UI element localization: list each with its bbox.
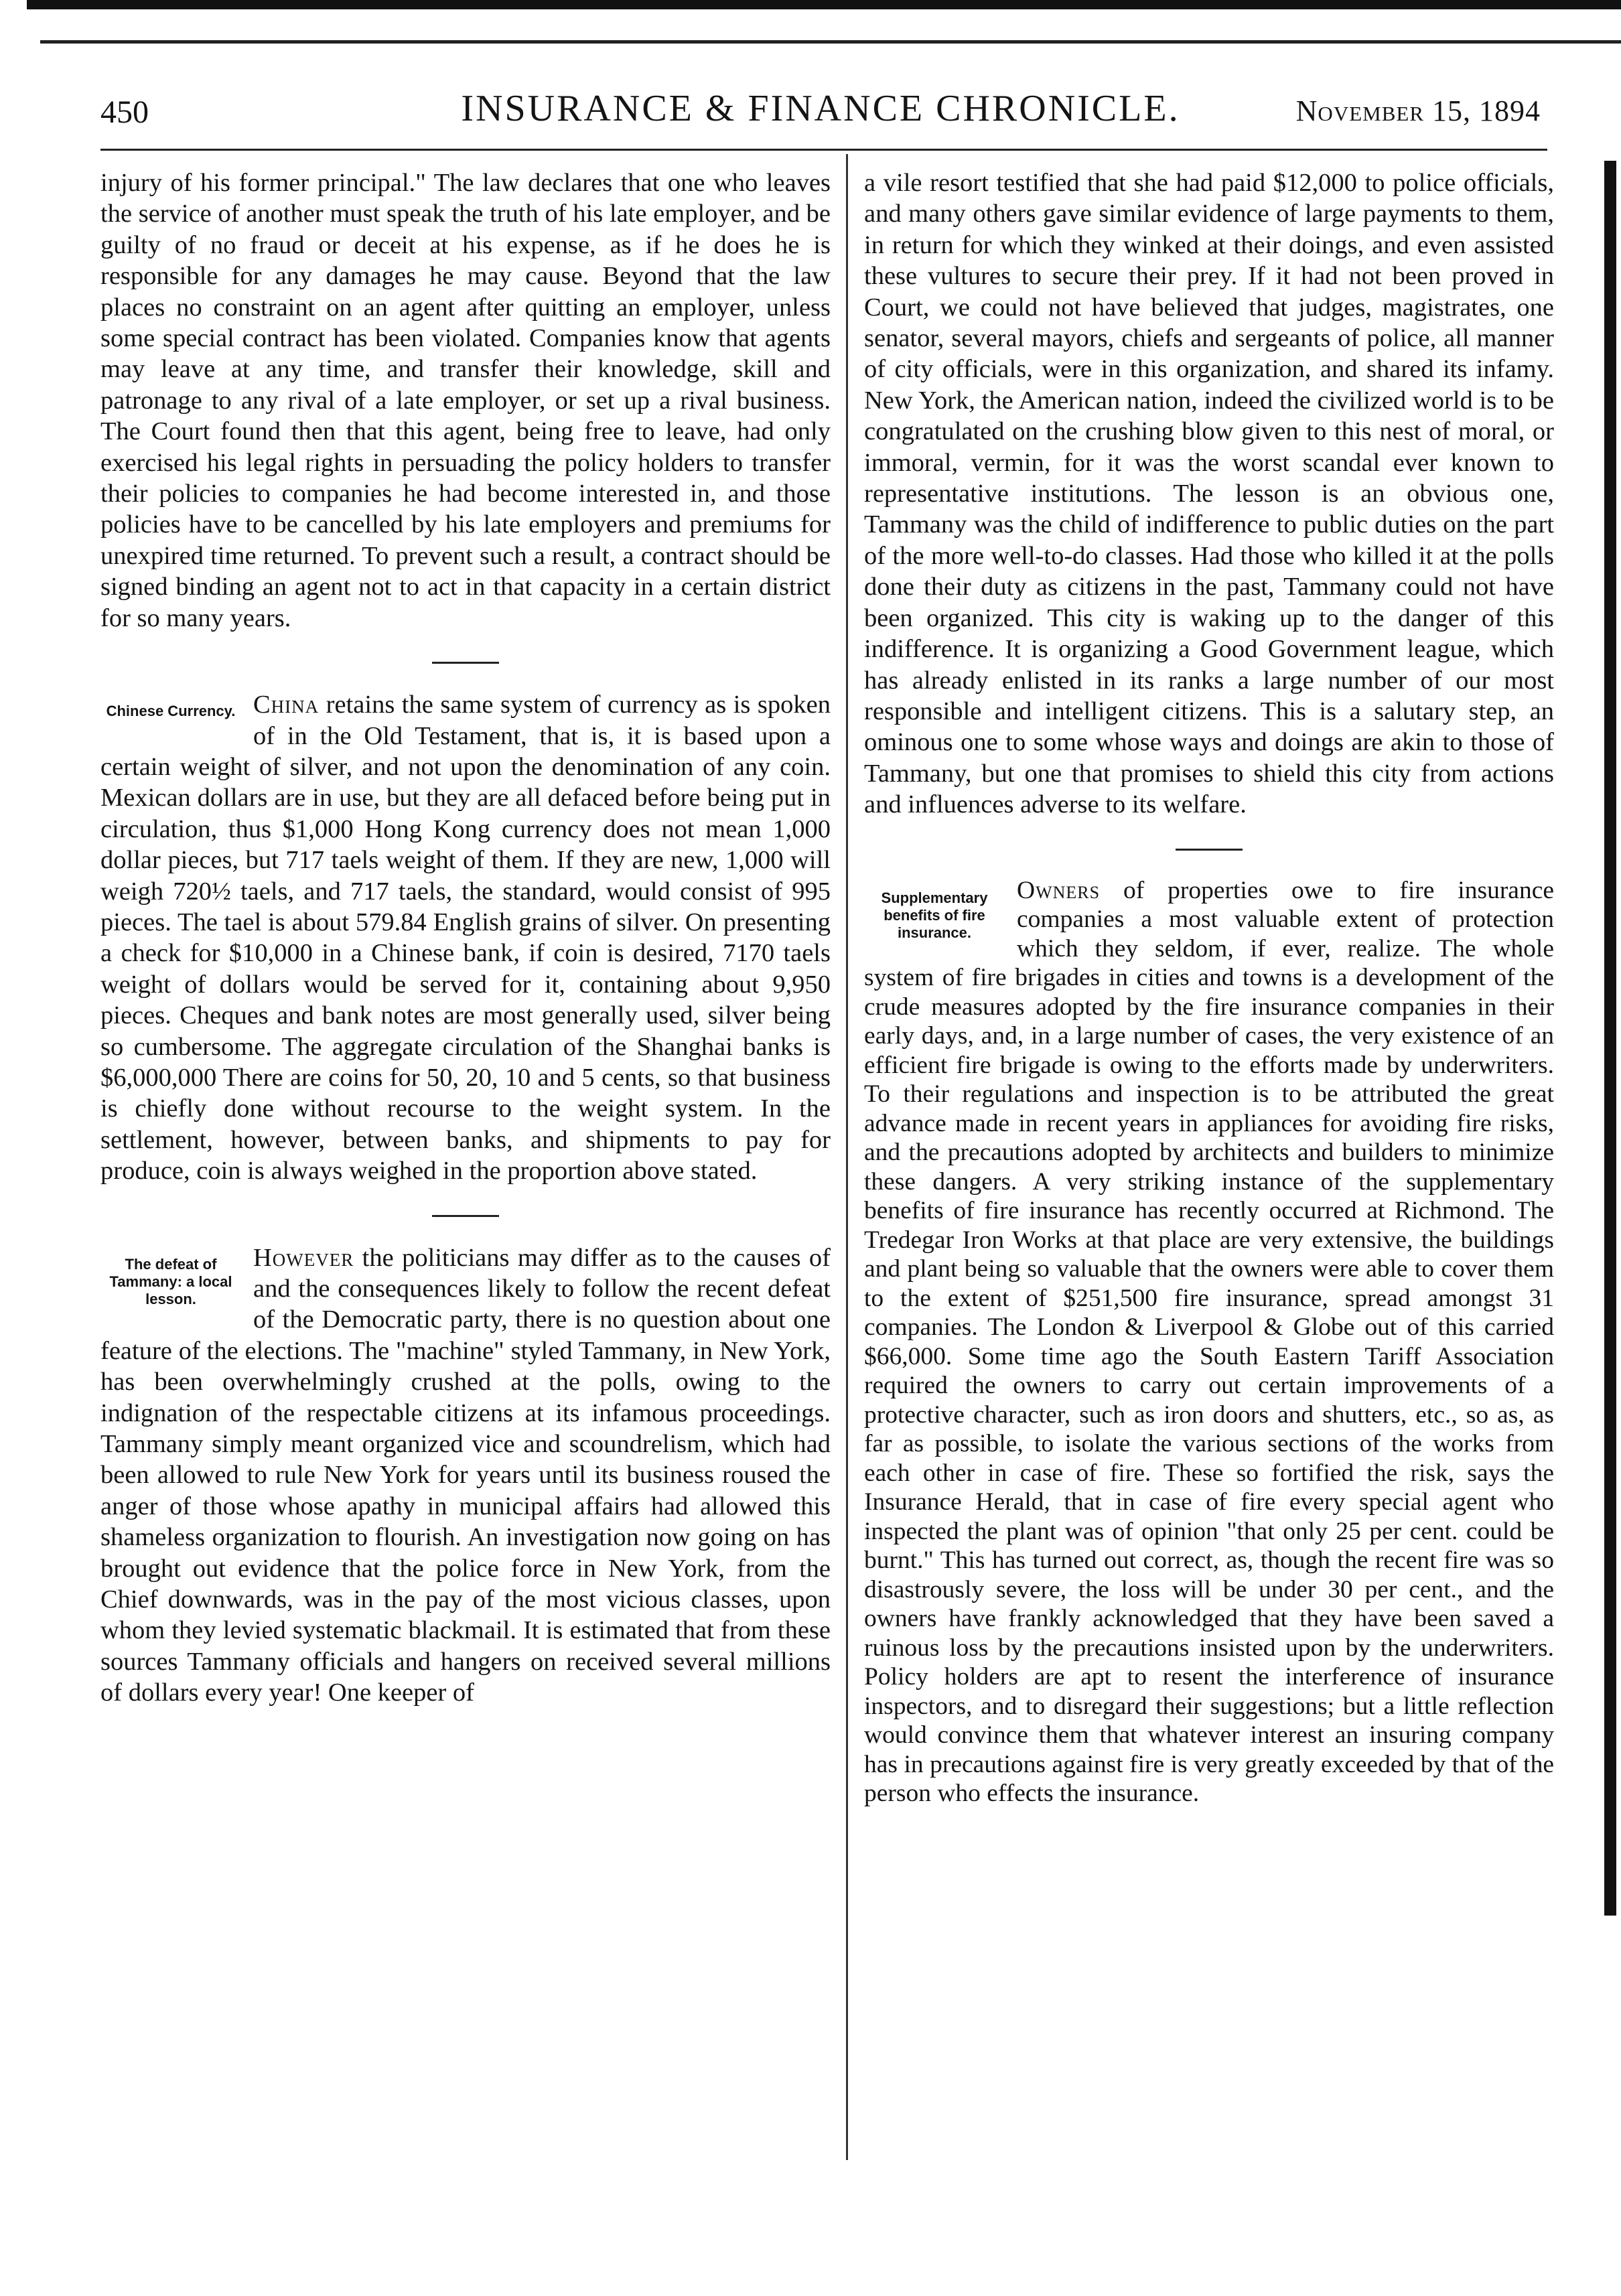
lead-word: Owners — [1017, 876, 1101, 904]
lead-word: However — [253, 1243, 354, 1272]
article-chinese-currency — [100, 689, 831, 1187]
page-header — [100, 87, 1541, 147]
article-tammany-defeat — [100, 1242, 831, 1709]
article-continuation: injury of his former principal." The law declares that one who leaves the service of another must speak the truth of his late employer, and be guilty of no fraud or deceit at his expense, as if he does he is responsible for any damages he may cause. Beyond that the law places no constraint on an agent after quitting an employer, unless some special contract has been violated. Companies know that agents may leave at any time, and transfer their knowledge, skill and patronage to any rival of a late employer, or set up a rival business. The Court found then that this agent, being free to leave, had only exercised his legal rights in persuading the policy holders to transfer their policies to companies he had become interested in, and those policies have to be cancelled by his late employers and premiums for unexpired time returned. To prevent such a result, a contract should be signed binding an agent not to act in that capacity in a certain district for so many years. — [100, 169, 831, 632]
article-body: the politicians may differ as to the causes of and the consequences likely to follow the recent defeat of the Democratic party, there is no question about one feature of the elections. The "machine" styled Tammany, in New York, has been overwhelmingly crushed at the polls, owing to the indignation of the respectable citizens at its infamous proceedings. Tammany simply meant organized vice and scoundrelism, which had been allowed to rule New York for years until its business roused the anger of those whose apathy in municipal affairs had allowed this shameless organization to flourish. An investigation now going on has brought out evidence that the police force in New York, from the Chief downwards, was in the pay of the most vicious classes, upon whom they levied systematic blackmail. It is estimated that from these sources Tammany officials and hangers on received several millions of dollars every year! One keeper of — [100, 1243, 831, 1707]
page-number: 450 — [100, 94, 149, 130]
sidenote-chinese-currency: Chinese Currency. — [106, 703, 236, 720]
article-body: of properties owe to fire insurance companies a most valuable extent of protection which they seldom, if ever, realize. The whole system of fire brigades in cities and towns is a development of the crude measures adopted by the fire insurance companies in their early days, and, in a large number of cases, the very existence of an efficient fire brigade is owing to the efforts made by underwriters. To their regulations and inspection is to be attributed the great advance made in recent years in appliances for avoiding fire risks, and the precautions adopted by architects and builders to minimize these dangers. A very striking instance of the supplementary benefits of fire insurance has recently occurred at Richmond. The Tredegar Iron Works at that place are very extensive, the buildings and plant being so valuable that the owners were able to cover them to the extent of $251,500 fire insurance, spread amongst 31 companies. The London & Liverpool & Globe out of this carried $66,000. Some time ago the South Eastern Tariff Association required the owners to carry out certain improvements of a protective character, such as iron doors and shutters, etc., so as, as far as possible, to isolate the various sections of the works from each other in case of fire. These so fortified the risk, says the Insurance Herald, that in case of fire every special agent who inspected the plant was of opinion "that only 25 per cent. could be burnt." This has turned out correct, as, though the recent fire was so disastrously severe, the loss will be under 30 per cent., and the owners have frankly acknowledged that they have been saved a ruinous loss by the precautions insisted upon by the underwriters. Policy holders are apt to resent the interference of insurance inspectors, and to disregard their suggestions; but a little reflection would convince them that whatever interest an insuring company has in precautions against fire is very greatly exceeded by that of the person who effects the insurance. — [864, 876, 1554, 1808]
top-border-rule — [27, 0, 1621, 9]
article-continuation: a vile resort testified that she had paid $12,000 to police officials, and many others gave similar evidence of large payments to them, in return for which they winked at their doings, and even assisted these vultures to secure their prey. If it had not been proved in Court, we could not have believed that judges, magistrates, one senator, several mayors, chiefs and sergeants of police, all manner of city officials, were in this organization, and shared its infamy. New York, the American nation, indeed the civilized world is to be congratulated on the crushing blow given to this nest of moral, or immoral, vermin, for it was the worst scandal ever known to representative institutions. The lesson is an obvious one, Tammany was the child of indifference to public duties on the part of the more well-to-do classes. Had those who killed it at the polls done their duty as citizens in the past, Tammany could not have been organized. This city is waking up to the danger of this indifference. It is organizing a Good Government league, which has already enlisted in its ranks a large number of our most responsible and intelligent citizens. This is a salutary step, an ominous one to some whose ways and doings are akin to those of Tammany, but one that promises to shield this city from actions and influences adverse to its welfare. — [864, 169, 1554, 819]
page-edge-shadow — [1604, 161, 1616, 1916]
running-head: INSURANCE & FINANCE CHRONICLE. — [461, 88, 1180, 129]
sidenote-tammany: The defeat of Tammany: a local lesson. — [109, 1255, 232, 1307]
sidenote-fire-insurance: Supplementary benefits of fire insurance. — [881, 889, 988, 941]
article-fire-insurance-benefits — [864, 876, 1554, 1808]
right-column — [864, 167, 1554, 1808]
header-rule — [100, 149, 1547, 151]
issue-date: November 15, 1894 — [1295, 94, 1541, 127]
column-divider — [846, 154, 848, 2160]
top-inner-rule — [40, 40, 1621, 44]
article-body: retains the same system of currency as is spoken of in the Old Testament, that is, it is based upon a certain weight of silver, and not upon the denomination of any coin. Mexican dollars are in use, but they are all defaced before being put in circulation, thus $1,000 Hong Kong currency does not mean 1,000 dollar pieces, but 717 taels weight of them. If they are new, 1,000 will weigh 720½ taels, and 717 taels, the standard, would consist of 995 pieces. The tael is about 579.84 English grains of silver. On presenting a check for $10,000 in a Chinese bank, if coin is desired, 7170 taels weight of dollars would be served for it, containing about 9,950 pieces. Cheques and bank notes are most generally used, silver being so cumbersome. The aggregate circulation of the Shanghai banks is $6,000,000 There are coins for 50, 20, 10 and 5 cents, so that business is chiefly done without recourse to the weight system. In the settlement, however, between banks, and shipments to pay for produce, coin is always weighed in the proportion above stated. — [100, 691, 831, 1186]
section-separator — [432, 662, 499, 664]
lead-word: China — [253, 691, 320, 719]
left-column — [100, 167, 831, 1709]
section-separator — [432, 1215, 499, 1217]
section-separator — [1176, 849, 1243, 851]
